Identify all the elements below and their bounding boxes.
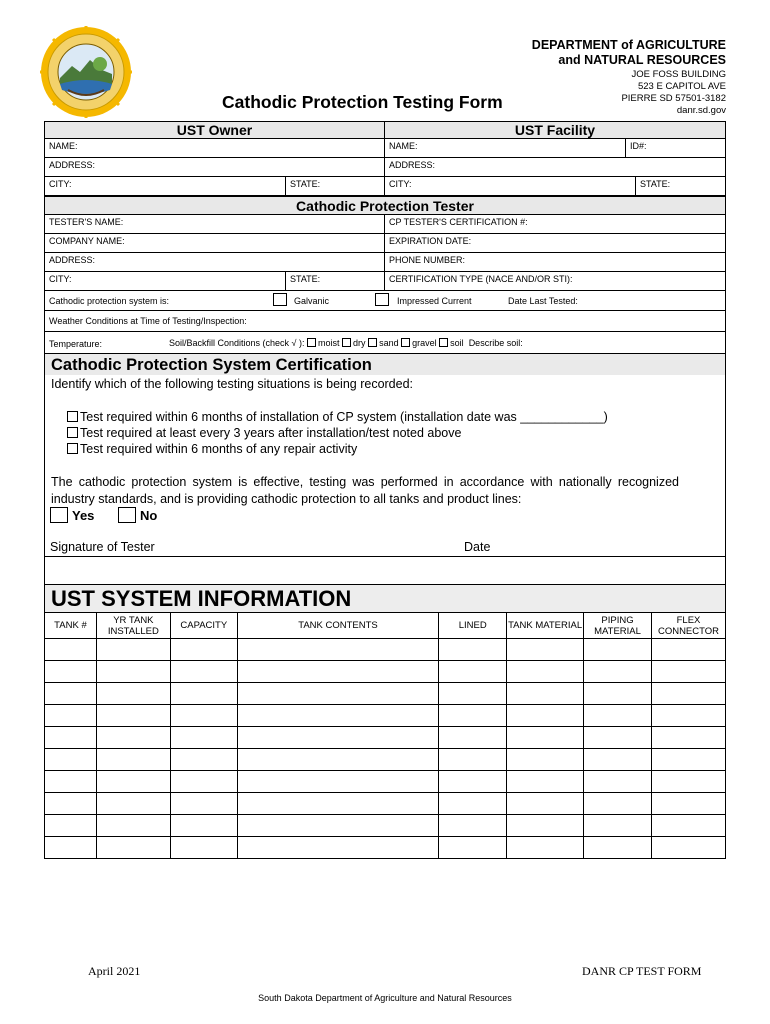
table-cell[interactable] — [584, 815, 652, 837]
soil-label: soil — [450, 338, 464, 348]
table-cell[interactable] — [584, 793, 652, 815]
col-tank-number: TANK # — [45, 613, 97, 639]
yes-label: Yes — [72, 508, 95, 523]
weather-conditions-field[interactable]: Weather Conditions at Time of Testing/Inspection: — [44, 310, 726, 332]
effectiveness-statement: The cathodic protection system is effective, testing was performed in accordance with nationally recognized industry standards, and is providing cathodic protection to all tanks and product lines: — [51, 475, 679, 506]
soil-conditions-group — [169, 338, 523, 348]
website: danr.sd.gov — [676, 105, 726, 116]
phone-number-field[interactable]: PHONE NUMBER: — [384, 252, 726, 272]
signature-divider — [44, 556, 726, 557]
cp-system-label: Cathodic protection system is: — [49, 296, 170, 306]
table-cell[interactable] — [237, 639, 439, 661]
moist-label: moist — [318, 338, 340, 348]
ust-facility-heading: UST Facility — [384, 121, 726, 139]
address-line3: PIERRE SD 57501-3182 — [621, 93, 726, 104]
signature-of-tester-label: Signature of Tester — [50, 540, 155, 554]
table-cell[interactable] — [439, 705, 507, 727]
state-seal-logo — [40, 26, 132, 118]
table-cell[interactable] — [45, 749, 97, 771]
table-cell[interactable] — [584, 727, 652, 749]
expiration-date-field[interactable]: EXPIRATION DATE: — [384, 233, 726, 253]
facility-name-field[interactable]: NAME: — [384, 138, 626, 158]
table-cell[interactable] — [170, 661, 237, 683]
table-row — [45, 705, 726, 727]
address-line2: 523 E CAPITOL AVE — [637, 81, 726, 92]
footer-form-id: DANR CP TEST FORM — [582, 964, 702, 978]
table-cell[interactable] — [170, 837, 237, 859]
table-cell[interactable] — [507, 837, 584, 859]
table-cell[interactable] — [651, 771, 725, 793]
table-cell[interactable] — [439, 815, 507, 837]
table-row — [45, 639, 726, 661]
owner-name-field[interactable]: NAME: — [44, 138, 385, 158]
table-row — [45, 661, 726, 683]
tester-address-field[interactable]: ADDRESS: — [44, 252, 385, 272]
table-cell[interactable] — [45, 837, 97, 859]
table-cell[interactable] — [237, 771, 439, 793]
table-cell[interactable] — [651, 837, 725, 859]
table-cell[interactable] — [507, 815, 584, 837]
facility-city-field[interactable]: CITY: — [384, 176, 636, 196]
dry-checkbox[interactable] — [342, 338, 351, 347]
date-label: Date — [464, 540, 491, 554]
table-cell[interactable] — [45, 705, 97, 727]
test-option-three-year: Test required at least every 3 years after installation/test noted above — [67, 426, 461, 440]
table-cell[interactable] — [651, 815, 725, 837]
table-cell[interactable] — [439, 661, 507, 683]
table-cell[interactable] — [584, 837, 652, 859]
no-checkbox[interactable] — [118, 507, 136, 523]
certification-type-field[interactable]: CERTIFICATION TYPE (NACE AND/OR STI): — [384, 271, 726, 291]
table-cell[interactable] — [45, 727, 97, 749]
table-cell[interactable] — [439, 837, 507, 859]
ust-system-table — [44, 612, 726, 859]
col-piping-material: PIPING MATERIAL — [584, 613, 652, 639]
galvanic-checkbox[interactable] — [273, 293, 287, 306]
table-cell[interactable] — [96, 815, 170, 837]
table-cell[interactable] — [96, 837, 170, 859]
tester-name-field[interactable]: TESTER'S NAME: — [44, 214, 385, 234]
table-row — [45, 683, 726, 705]
table-cell[interactable] — [45, 639, 97, 661]
table-cell[interactable] — [584, 705, 652, 727]
impressed-current-checkbox[interactable] — [375, 293, 389, 306]
impressed-current-label: Impressed Current — [397, 296, 472, 306]
col-lined: LINED — [439, 613, 507, 639]
table-cell[interactable] — [237, 683, 439, 705]
table-cell[interactable] — [584, 771, 652, 793]
table-cell[interactable] — [237, 815, 439, 837]
table-cell[interactable] — [651, 639, 725, 661]
table-cell[interactable] — [237, 661, 439, 683]
dry-label: dry — [353, 338, 366, 348]
ust-table-header-row — [45, 613, 726, 639]
table-cell[interactable] — [170, 793, 237, 815]
repair-test-checkbox[interactable] — [67, 443, 78, 454]
owner-address-field[interactable]: ADDRESS: — [44, 157, 385, 177]
table-cell[interactable] — [651, 661, 725, 683]
table-cell[interactable] — [96, 771, 170, 793]
table-row — [45, 727, 726, 749]
col-flex-connector: FLEX CONNECTOR — [651, 613, 725, 639]
table-cell[interactable] — [439, 749, 507, 771]
table-cell[interactable] — [237, 837, 439, 859]
table-cell[interactable] — [651, 793, 725, 815]
table-cell[interactable] — [170, 727, 237, 749]
yes-checkbox[interactable] — [50, 507, 68, 523]
yes-no-group — [50, 507, 157, 523]
table-cell[interactable] — [507, 793, 584, 815]
table-cell[interactable] — [170, 815, 237, 837]
table-cell[interactable] — [170, 705, 237, 727]
table-cell[interactable] — [45, 815, 97, 837]
table-cell[interactable] — [439, 793, 507, 815]
table-cell[interactable] — [170, 639, 237, 661]
col-yr-installed: YR TANK INSTALLED — [96, 613, 170, 639]
form-title: Cathodic Protection Testing Form — [222, 92, 503, 112]
temperature-label: Temperature: — [49, 339, 103, 349]
table-cell[interactable] — [96, 749, 170, 771]
table-cell[interactable] — [439, 771, 507, 793]
owner-city-field[interactable]: CITY: — [44, 176, 286, 196]
moist-checkbox[interactable] — [307, 338, 316, 347]
address-line1: JOE FOSS BUILDING — [631, 69, 726, 80]
table-row — [45, 837, 726, 859]
dept-line2: and NATURAL RESOURCES — [558, 53, 726, 67]
table-cell[interactable] — [507, 749, 584, 771]
table-cell[interactable] — [651, 683, 725, 705]
table-cell[interactable] — [651, 705, 725, 727]
table-cell[interactable] — [96, 639, 170, 661]
table-cell[interactable] — [170, 771, 237, 793]
table-cell[interactable] — [584, 749, 652, 771]
table-cell[interactable] — [651, 749, 725, 771]
table-cell[interactable] — [237, 793, 439, 815]
table-cell[interactable] — [96, 661, 170, 683]
gravel-checkbox[interactable] — [401, 338, 410, 347]
table-row — [45, 771, 726, 793]
ust-owner-heading: UST Owner — [44, 121, 385, 139]
table-cell[interactable] — [237, 749, 439, 771]
table-cell[interactable] — [584, 661, 652, 683]
owner-state-field[interactable]: STATE: — [285, 176, 385, 196]
table-cell[interactable] — [96, 793, 170, 815]
describe-soil-label: Describe soil: — [468, 338, 523, 348]
identify-instruction: Identify which of the following testing situations is being recorded: — [51, 377, 414, 391]
table-cell[interactable] — [237, 727, 439, 749]
ust-system-heading: UST SYSTEM INFORMATION — [51, 586, 352, 611]
table-cell[interactable] — [237, 705, 439, 727]
cp-tester-heading: Cathodic Protection Tester — [44, 196, 726, 215]
table-cell[interactable] — [45, 771, 97, 793]
sand-label: sand — [379, 338, 399, 348]
table-row — [45, 793, 726, 815]
table-cell[interactable] — [584, 683, 652, 705]
col-tank-material: TANK MATERIAL — [507, 613, 584, 639]
table-cell[interactable] — [507, 683, 584, 705]
footer-agency: South Dakota Department of Agriculture and Natural Resources — [258, 993, 512, 1003]
table-cell[interactable] — [507, 727, 584, 749]
col-tank-contents: TANK CONTENTS — [237, 613, 439, 639]
three-year-test-checkbox[interactable] — [67, 427, 78, 438]
table-row — [45, 749, 726, 771]
table-cell[interactable] — [507, 771, 584, 793]
table-cell[interactable] — [45, 661, 97, 683]
soil-conditions-label: Soil/Backfill Conditions (check √ ): — [169, 338, 305, 348]
table-cell[interactable] — [439, 639, 507, 661]
date-last-tested-label: Date Last Tested: — [508, 296, 578, 306]
col-capacity: CAPACITY — [170, 613, 237, 639]
certification-heading: Cathodic Protection System Certification — [51, 356, 372, 374]
table-cell[interactable] — [507, 705, 584, 727]
table-cell[interactable] — [507, 661, 584, 683]
facility-id-field[interactable]: ID#: — [625, 138, 726, 158]
tester-state-field[interactable]: STATE: — [285, 271, 385, 291]
sand-checkbox[interactable] — [368, 338, 377, 347]
table-cell[interactable] — [439, 727, 507, 749]
table-cell[interactable] — [45, 683, 97, 705]
test-option-installation: Test required within 6 months of installation of CP system (installation date was ____________) — [67, 410, 608, 424]
galvanic-label: Galvanic — [294, 296, 330, 306]
gravel-label: gravel — [412, 338, 437, 348]
table-cell[interactable] — [170, 749, 237, 771]
tester-city-field[interactable]: CITY: — [44, 271, 286, 291]
dept-line1: DEPARTMENT of AGRICULTURE — [531, 38, 726, 52]
soil-checkbox[interactable] — [439, 338, 448, 347]
company-name-field[interactable]: COMPANY NAME: — [44, 233, 385, 253]
table-cell[interactable] — [651, 727, 725, 749]
footer-date: April 2021 — [88, 964, 141, 978]
facility-state-field[interactable]: STATE: — [635, 176, 726, 196]
table-cell[interactable] — [96, 705, 170, 727]
table-cell[interactable] — [170, 683, 237, 705]
installation-test-checkbox[interactable] — [67, 411, 78, 422]
no-label: No — [140, 508, 158, 523]
table-cell[interactable] — [439, 683, 507, 705]
table-cell[interactable] — [96, 683, 170, 705]
table-cell[interactable] — [96, 727, 170, 749]
table-cell[interactable] — [584, 639, 652, 661]
tester-cert-number-field[interactable]: CP TESTER'S CERTIFICATION #: — [384, 214, 726, 234]
table-row — [45, 815, 726, 837]
table-cell[interactable] — [507, 639, 584, 661]
table-cell[interactable] — [45, 793, 97, 815]
facility-address-field[interactable]: ADDRESS: — [384, 157, 726, 177]
test-option-repair: Test required within 6 months of any repair activity — [67, 442, 357, 456]
